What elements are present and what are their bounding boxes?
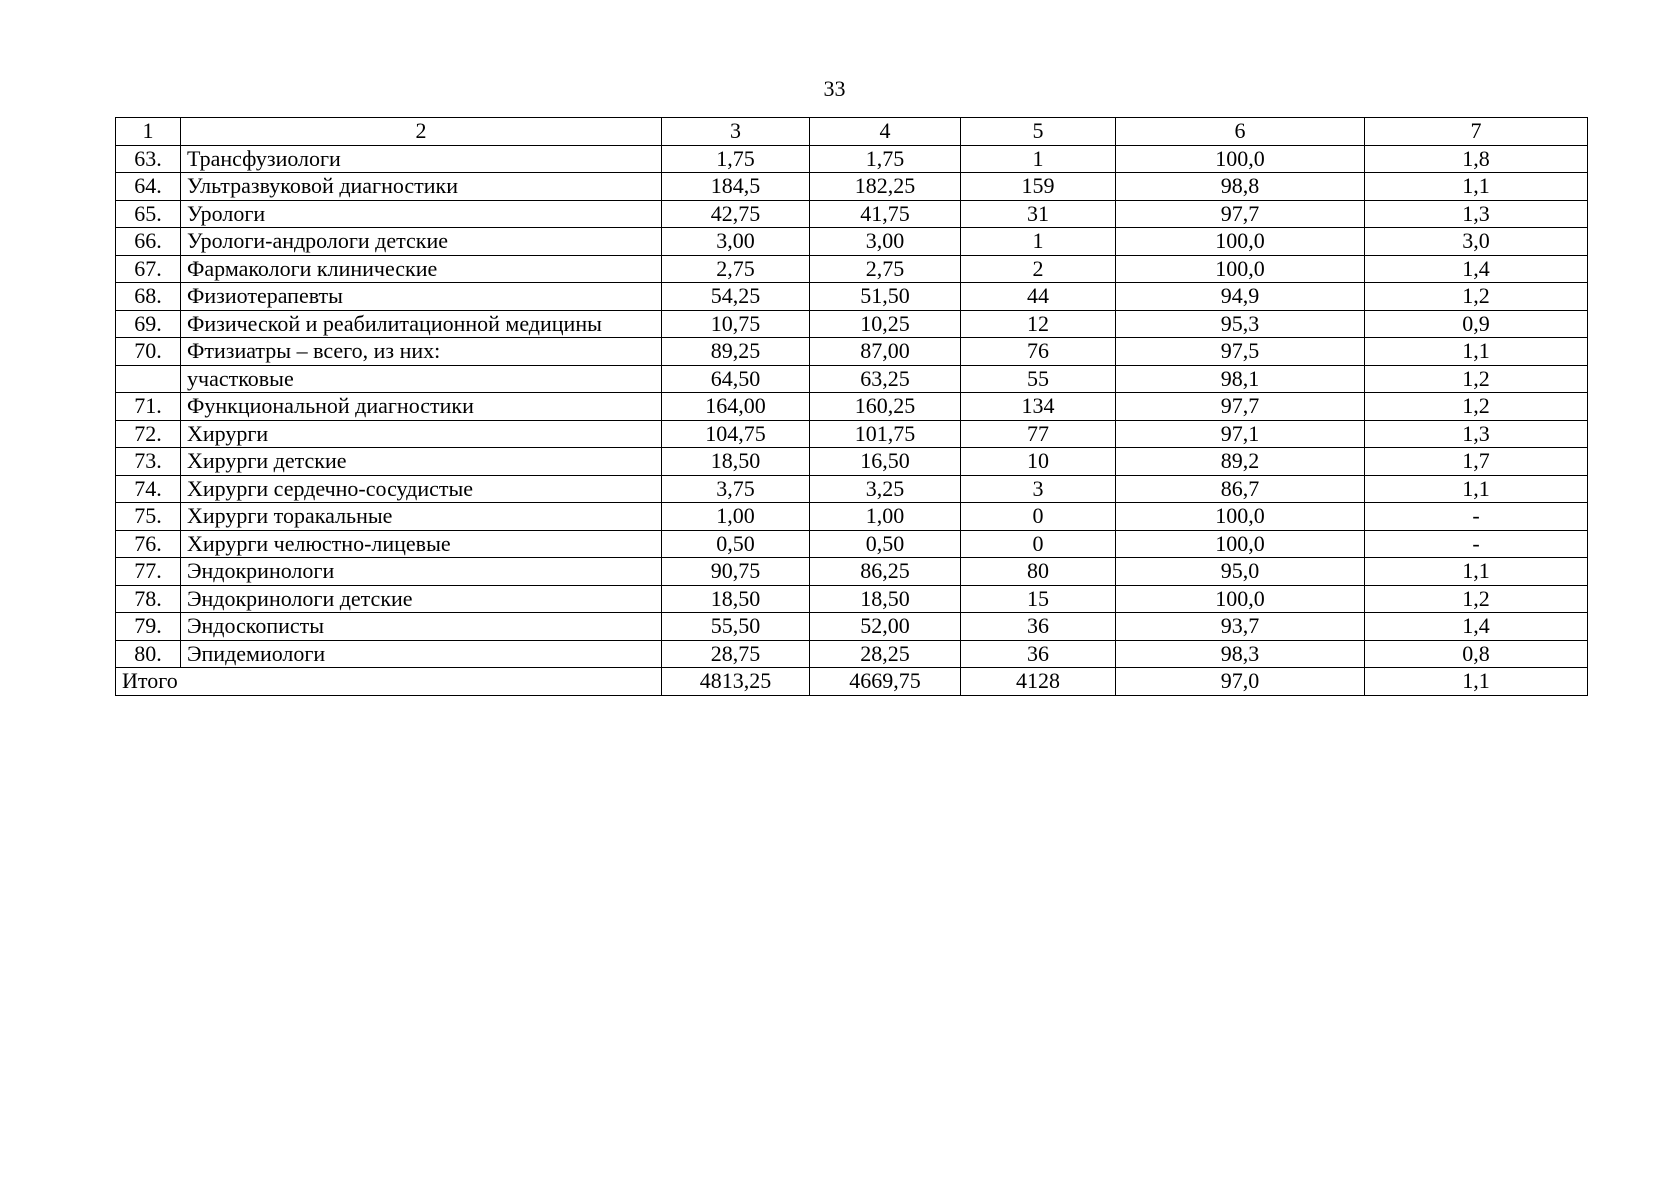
value-cell-c5: 80 [961,558,1116,586]
table-row [116,585,1588,613]
value-cell-c4: 1,00 [810,503,961,531]
value-cell-c5: 1 [961,228,1116,256]
value-cell-c7: - [1365,530,1588,558]
specialty-name-cell: Хирурги детские [181,448,662,476]
value-cell-c5: 76 [961,338,1116,366]
table-row [116,503,1588,531]
value-cell-c5: 55 [961,365,1116,393]
value-cell-c3: 0,50 [662,530,810,558]
row-number-cell: 67. [116,255,181,283]
table-row [116,393,1588,421]
value-cell-c7: - [1365,503,1588,531]
value-cell-c4: 2,75 [810,255,961,283]
total-value-cell-c4: 4669,75 [810,668,961,696]
value-cell-c4: 16,50 [810,448,961,476]
specialty-name-cell: Фармакологи клинические [181,255,662,283]
value-cell-c4: 1,75 [810,145,961,173]
specialty-name-cell: Ультразвуковой диагностики [181,173,662,201]
value-cell-c7: 1,1 [1365,558,1588,586]
value-cell-c6: 86,7 [1116,475,1365,503]
row-number-cell: 64. [116,173,181,201]
value-cell-c4: 28,25 [810,640,961,668]
value-cell-c7: 1,2 [1365,283,1588,311]
specialty-name-cell: Хирурги челюстно-лицевые [181,530,662,558]
value-cell-c6: 100,0 [1116,255,1365,283]
value-cell-c3: 55,50 [662,613,810,641]
value-cell-c7: 1,2 [1365,393,1588,421]
value-cell-c5: 12 [961,310,1116,338]
row-number-cell [116,365,181,393]
specialty-name-cell: Эндокринологи детские [181,585,662,613]
value-cell-c6: 100,0 [1116,530,1365,558]
value-cell-c4: 0,50 [810,530,961,558]
row-number-cell: 78. [116,585,181,613]
value-cell-c6: 97,5 [1116,338,1365,366]
specialty-name-cell: участковые [181,365,662,393]
row-number-cell: 66. [116,228,181,256]
value-cell-c6: 100,0 [1116,503,1365,531]
value-cell-c4: 160,25 [810,393,961,421]
value-cell-c7: 1,4 [1365,255,1588,283]
value-cell-c6: 98,1 [1116,365,1365,393]
value-cell-c7: 1,1 [1365,173,1588,201]
specialty-name-cell: Эпидемиологи [181,640,662,668]
value-cell-c3: 1,75 [662,145,810,173]
value-cell-c5: 77 [961,420,1116,448]
value-cell-c6: 94,9 [1116,283,1365,311]
value-cell-c3: 1,00 [662,503,810,531]
value-cell-c6: 95,3 [1116,310,1365,338]
table-row [116,255,1588,283]
total-label: Итого [116,668,662,696]
table-row [116,420,1588,448]
specialty-name-cell: Урологи [181,200,662,228]
table-row [116,365,1588,393]
value-cell-c4: 3,25 [810,475,961,503]
column-number-cell: 7 [1365,118,1588,146]
value-cell-c5: 15 [961,585,1116,613]
table-row [116,613,1588,641]
value-cell-c3: 90,75 [662,558,810,586]
row-number-cell: 65. [116,200,181,228]
total-value-cell-c5: 4128 [961,668,1116,696]
row-number-cell: 75. [116,503,181,531]
row-number-cell: 77. [116,558,181,586]
row-number-cell: 70. [116,338,181,366]
value-cell-c3: 89,25 [662,338,810,366]
row-number-cell: 68. [116,283,181,311]
specialty-name-cell: Эндоскописты [181,613,662,641]
value-cell-c6: 97,7 [1116,393,1365,421]
total-value-cell-c3: 4813,25 [662,668,810,696]
table-row [116,475,1588,503]
value-cell-c5: 1 [961,145,1116,173]
row-number-cell: 74. [116,475,181,503]
value-cell-c4: 86,25 [810,558,961,586]
value-cell-c7: 1,7 [1365,448,1588,476]
value-cell-c4: 52,00 [810,613,961,641]
value-cell-c3: 184,5 [662,173,810,201]
value-cell-c5: 134 [961,393,1116,421]
value-cell-c7: 1,1 [1365,338,1588,366]
value-cell-c5: 31 [961,200,1116,228]
table-row [116,310,1588,338]
value-cell-c7: 1,8 [1365,145,1588,173]
value-cell-c3: 3,00 [662,228,810,256]
specialty-name-cell: Физиотерапевты [181,283,662,311]
value-cell-c6: 98,8 [1116,173,1365,201]
column-number-row [116,118,1588,146]
value-cell-c7: 0,8 [1365,640,1588,668]
value-cell-c5: 44 [961,283,1116,311]
value-cell-c4: 41,75 [810,200,961,228]
value-cell-c5: 0 [961,530,1116,558]
row-number-cell: 79. [116,613,181,641]
value-cell-c5: 10 [961,448,1116,476]
value-cell-c5: 3 [961,475,1116,503]
value-cell-c6: 100,0 [1116,228,1365,256]
specialty-name-cell: Хирурги [181,420,662,448]
table-row [116,448,1588,476]
value-cell-c6: 93,7 [1116,613,1365,641]
value-cell-c4: 51,50 [810,283,961,311]
column-number-cell: 6 [1116,118,1365,146]
value-cell-c3: 18,50 [662,585,810,613]
value-cell-c4: 3,00 [810,228,961,256]
row-number-cell: 72. [116,420,181,448]
value-cell-c5: 159 [961,173,1116,201]
column-number-cell: 3 [662,118,810,146]
value-cell-c4: 10,25 [810,310,961,338]
table-row [116,640,1588,668]
value-cell-c4: 87,00 [810,338,961,366]
total-value-cell-c7: 1,1 [1365,668,1588,696]
specialty-name-cell: Трансфузиологи [181,145,662,173]
page-number: 33 [823,76,846,101]
row-number-cell: 73. [116,448,181,476]
table-row [116,228,1588,256]
specialty-name-cell: Эндокринологи [181,558,662,586]
table-row [116,200,1588,228]
value-cell-c4: 63,25 [810,365,961,393]
value-cell-c5: 36 [961,613,1116,641]
value-cell-c3: 18,50 [662,448,810,476]
value-cell-c3: 104,75 [662,420,810,448]
value-cell-c3: 164,00 [662,393,810,421]
staffing-table [115,117,1588,696]
value-cell-c4: 18,50 [810,585,961,613]
table-row [116,558,1588,586]
value-cell-c3: 2,75 [662,255,810,283]
row-number-cell: 71. [116,393,181,421]
column-number-cell: 1 [116,118,181,146]
value-cell-c6: 100,0 [1116,585,1365,613]
table-row [116,145,1588,173]
value-cell-c7: 1,2 [1365,365,1588,393]
table-body [116,118,1588,696]
column-number-cell: 5 [961,118,1116,146]
value-cell-c3: 42,75 [662,200,810,228]
value-cell-c4: 101,75 [810,420,961,448]
value-cell-c6: 100,0 [1116,145,1365,173]
value-cell-c6: 89,2 [1116,448,1365,476]
value-cell-c7: 1,1 [1365,475,1588,503]
table-row [116,283,1588,311]
value-cell-c7: 0,9 [1365,310,1588,338]
specialty-name-cell: Хирурги сердечно-сосудистые [181,475,662,503]
value-cell-c3: 54,25 [662,283,810,311]
value-cell-c3: 28,75 [662,640,810,668]
column-number-cell: 4 [810,118,961,146]
column-number-cell: 2 [181,118,662,146]
value-cell-c5: 2 [961,255,1116,283]
row-number-cell: 76. [116,530,181,558]
table-row [116,173,1588,201]
specialty-name-cell: Физической и реабилитационной медицины [181,310,662,338]
value-cell-c3: 3,75 [662,475,810,503]
specialty-name-cell: Фтизиатры – всего, из них: [181,338,662,366]
value-cell-c6: 97,7 [1116,200,1365,228]
value-cell-c3: 10,75 [662,310,810,338]
value-cell-c6: 95,0 [1116,558,1365,586]
row-number-cell: 80. [116,640,181,668]
table-row [116,530,1588,558]
value-cell-c7: 1,3 [1365,420,1588,448]
value-cell-c7: 3,0 [1365,228,1588,256]
specialty-name-cell: Функциональной диагностики [181,393,662,421]
value-cell-c3: 64,50 [662,365,810,393]
value-cell-c6: 98,3 [1116,640,1365,668]
specialty-name-cell: Хирурги торакальные [181,503,662,531]
value-cell-c4: 182,25 [810,173,961,201]
value-cell-c6: 97,1 [1116,420,1365,448]
value-cell-c5: 36 [961,640,1116,668]
row-number-cell: 63. [116,145,181,173]
value-cell-c7: 1,4 [1365,613,1588,641]
value-cell-c5: 0 [961,503,1116,531]
table-row [116,338,1588,366]
specialty-name-cell: Урологи-андрологи детские [181,228,662,256]
total-value-cell-c6: 97,0 [1116,668,1365,696]
total-row [116,668,1588,696]
row-number-cell: 69. [116,310,181,338]
value-cell-c7: 1,3 [1365,200,1588,228]
value-cell-c7: 1,2 [1365,585,1588,613]
